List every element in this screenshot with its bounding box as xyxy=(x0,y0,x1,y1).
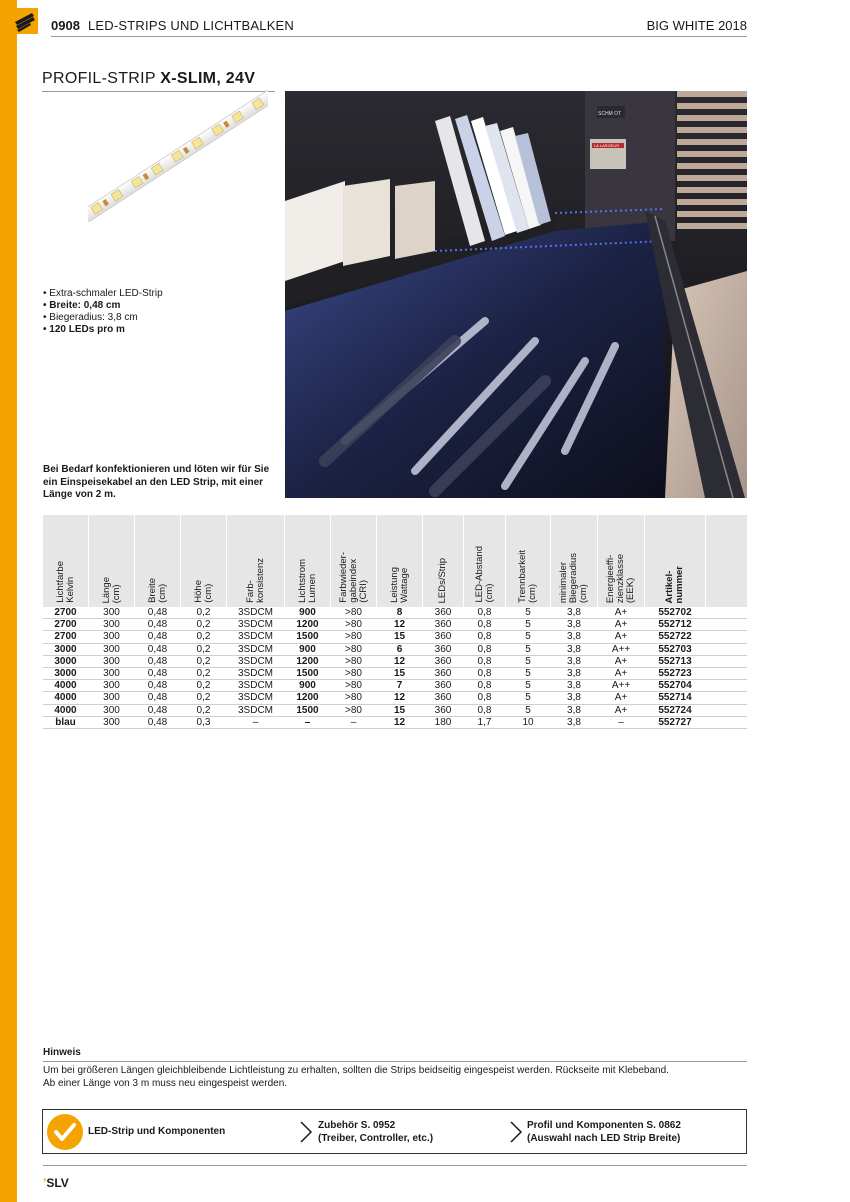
table-cell: 3SDCM xyxy=(237,667,273,679)
table-cell: 1200 xyxy=(296,655,319,667)
table-cell: 300 xyxy=(103,692,120,704)
footer-divider xyxy=(43,1165,747,1166)
header-label: Lichtstrom Lumen xyxy=(296,559,318,603)
table-cell: 0,2 xyxy=(196,680,211,692)
header-label: Farbwieder- gabeindex (CRI) xyxy=(337,552,369,603)
product-title-prefix: PROFIL-STRIP xyxy=(42,70,161,87)
table-cell: 0,48 xyxy=(147,692,168,704)
table-row xyxy=(43,680,747,692)
photo-sign-1: LA LARGEUR xyxy=(594,143,620,148)
column-header xyxy=(551,515,597,607)
header-label: Energieeffi- zienzklasse (EEK) xyxy=(605,553,636,603)
table-cell: 0,2 xyxy=(196,667,211,679)
table-cell: 15 xyxy=(393,704,406,716)
table-cell: 1500 xyxy=(296,704,319,716)
table-cell: 0,2 xyxy=(196,655,211,667)
table-cell: 7 xyxy=(396,680,403,692)
reference-link-profiles[interactable] xyxy=(527,1120,681,1145)
table-cell: 552713 xyxy=(658,655,692,667)
table-cell: 3000 xyxy=(54,655,77,667)
table-cell: 2700 xyxy=(54,631,77,643)
table-cell: 4000 xyxy=(54,692,77,704)
table-cell: 300 xyxy=(103,619,120,631)
column-header xyxy=(423,515,463,607)
table-body xyxy=(43,607,747,729)
slv-corner-icon xyxy=(12,8,38,34)
feature-item: • 120 LEDs pro m xyxy=(43,324,163,336)
table-cell: 900 xyxy=(299,643,316,655)
table-row xyxy=(43,607,747,619)
product-title-bold: X-SLIM, 24V xyxy=(160,70,256,87)
feature-item: • Extra-schmaler LED-Strip xyxy=(43,288,163,300)
table-cell: 0,8 xyxy=(477,619,492,631)
header-label: Lichtfarbe Kelvin xyxy=(54,561,76,603)
column-header xyxy=(89,515,134,607)
table-cell: 1200 xyxy=(296,692,319,704)
table-row xyxy=(43,631,747,643)
table-cell: 3SDCM xyxy=(237,680,273,692)
table-cell: 0,8 xyxy=(477,692,492,704)
table-cell: 2700 xyxy=(54,619,77,631)
table-cell: 3,8 xyxy=(567,716,581,728)
table-cell: 1500 xyxy=(296,667,319,679)
logo-mark-icon: ʼ xyxy=(43,1176,47,1190)
column-header xyxy=(43,515,88,607)
table-cell: >80 xyxy=(345,619,362,631)
column-header xyxy=(464,515,505,607)
table-cell: 12 xyxy=(393,716,406,728)
table-cell: 0,8 xyxy=(477,631,492,643)
reference-box xyxy=(42,1109,747,1154)
table-cell: A+ xyxy=(614,655,628,667)
table-cell: 0,2 xyxy=(196,607,211,618)
column-header xyxy=(598,515,644,607)
assembly-note: Bei Bedarf konfektionieren und löten wir für Sie ein Einspeisekabel an den LED Strip, mit einer Länge von 2 m. xyxy=(43,464,270,500)
table-cell: 3,8 xyxy=(567,667,581,679)
reference-link-accessories[interactable] xyxy=(318,1120,433,1145)
feature-item: • Breite: 0,48 cm xyxy=(43,300,163,312)
table-cell: A++ xyxy=(611,643,631,655)
table-cell: 1200 xyxy=(296,619,319,631)
header-label: Höhe (cm) xyxy=(192,580,214,603)
column-header xyxy=(331,515,376,607)
table-cell: 360 xyxy=(434,607,452,618)
table-cell: 3000 xyxy=(54,643,77,655)
table-cell: 0,48 xyxy=(147,631,168,643)
table-cell: 12 xyxy=(393,655,406,667)
hinweis-line: Um bei größeren Längen gleichbleibende Lichtleistung zu erhalten, sollten die Strips beidseitig eingespeist werden. Rückseite mit Klebeband. xyxy=(43,1065,669,1076)
table-cell: 552703 xyxy=(658,643,692,655)
table-cell: 552712 xyxy=(658,619,692,631)
table-cell: blau xyxy=(55,716,76,728)
table-cell: >80 xyxy=(345,643,362,655)
table-cell: 360 xyxy=(434,692,452,704)
header-label: Trennbarkeit (cm) xyxy=(517,550,538,603)
hinweis-title: Hinweis xyxy=(43,1047,81,1058)
table-cell: 3,8 xyxy=(567,631,581,643)
table-cell: 1500 xyxy=(296,631,319,643)
column-header xyxy=(506,515,550,607)
table-cell: >80 xyxy=(345,704,362,716)
table-cell: 12 xyxy=(393,692,406,704)
table-cell: 15 xyxy=(393,631,406,643)
table-cell: 360 xyxy=(434,631,452,643)
table-cell: >80 xyxy=(345,607,362,618)
table-cell: 0,2 xyxy=(196,692,211,704)
table-cell: 0,48 xyxy=(147,704,168,716)
table-cell: 3,8 xyxy=(567,619,581,631)
chevron-right-icon xyxy=(299,1120,313,1144)
reference-link-line: (Treiber, Controller, etc.) xyxy=(318,1132,434,1144)
table-cell: A+ xyxy=(614,619,628,631)
table-cell: 0,8 xyxy=(477,607,492,618)
table-cell: 300 xyxy=(103,655,120,667)
table-cell: 552727 xyxy=(658,716,692,728)
table-cell: 0,48 xyxy=(147,716,168,728)
table-cell: 0,48 xyxy=(147,619,168,631)
table-cell: 360 xyxy=(434,619,452,631)
table-cell: 3SDCM xyxy=(237,692,273,704)
table-cell: >80 xyxy=(345,631,362,643)
table-row xyxy=(43,619,747,631)
table-cell: 3SDCM xyxy=(237,619,273,631)
table-row xyxy=(43,692,747,704)
table-cell: 3SDCM xyxy=(237,655,273,667)
table-cell: 900 xyxy=(299,607,316,618)
table-cell: 0,48 xyxy=(147,667,168,679)
table-cell: 15 xyxy=(393,667,406,679)
table-cell: A++ xyxy=(611,680,631,692)
table-cell: 0,48 xyxy=(147,643,168,655)
table-cell: 5 xyxy=(525,607,531,618)
table-cell: >80 xyxy=(345,680,362,692)
table-cell: 0,8 xyxy=(477,680,492,692)
table-cell: 3,8 xyxy=(567,643,581,655)
photo-sign-2: SCHM OT xyxy=(598,111,622,117)
table-cell: – xyxy=(618,716,624,728)
table-cell: 300 xyxy=(103,704,120,716)
header-label: LEDs/Strip xyxy=(437,557,448,603)
table-cell: 3,8 xyxy=(567,680,581,692)
table-row xyxy=(43,717,747,729)
hinweis-line: Ab einer Länge von 3 m muss neu eingespeist werden. xyxy=(43,1077,288,1089)
table-cell: 360 xyxy=(434,680,452,692)
table-cell: 0,8 xyxy=(477,655,492,667)
table-cell: 5 xyxy=(525,619,531,631)
table-header xyxy=(43,515,747,607)
column-header xyxy=(285,515,330,607)
table-cell: 300 xyxy=(103,631,120,643)
reference-link-line: (Auswahl nach LED Strip Breite) xyxy=(527,1132,681,1144)
table-cell: 0,2 xyxy=(196,619,211,631)
table-cell: 1,7 xyxy=(477,716,492,728)
table-row xyxy=(43,705,747,717)
accent-side-bar xyxy=(0,0,17,1202)
table-cell: 0,2 xyxy=(196,704,211,716)
table-cell: A+ xyxy=(614,692,628,704)
table-cell: A+ xyxy=(614,667,628,679)
table-cell: 3SDCM xyxy=(237,607,273,618)
table-cell: 300 xyxy=(103,716,120,728)
table-cell: >80 xyxy=(345,667,362,679)
brand-name: SLV xyxy=(46,1176,69,1190)
reference-link-line: Profil und Komponenten S. 0862 xyxy=(527,1120,681,1131)
table-cell: 900 xyxy=(299,680,316,692)
table-cell: 0,8 xyxy=(477,704,492,716)
header-label: Länge (cm) xyxy=(100,576,122,603)
column-header-empty xyxy=(706,515,747,607)
table-cell: 3,8 xyxy=(567,704,581,716)
table-row xyxy=(43,668,747,680)
table-cell: 552724 xyxy=(658,704,692,716)
product-title xyxy=(42,70,255,88)
table-cell: – xyxy=(252,716,259,728)
table-cell: 5 xyxy=(525,667,531,679)
table-cell: 5 xyxy=(525,643,531,655)
table-cell: 0,48 xyxy=(147,607,168,618)
table-cell: 0,2 xyxy=(196,631,211,643)
page-header xyxy=(51,17,747,37)
table-cell: 360 xyxy=(434,643,452,655)
section-title: LED-STRIPS UND LICHTBALKEN xyxy=(88,18,295,33)
table-cell: 360 xyxy=(434,667,452,679)
table-cell: 0,48 xyxy=(147,655,168,667)
table-cell: 3,8 xyxy=(567,655,581,667)
header-label: Farb- konsistenz xyxy=(244,558,266,603)
feature-list xyxy=(43,288,163,336)
table-cell: 180 xyxy=(434,716,452,728)
table-cell: 552714 xyxy=(658,692,692,704)
table-cell: 552702 xyxy=(658,607,692,618)
table-cell: 300 xyxy=(103,667,120,679)
table-cell: >80 xyxy=(345,692,362,704)
table-cell: A+ xyxy=(614,607,628,618)
table-cell: A+ xyxy=(614,704,628,716)
table-cell: 0,8 xyxy=(477,643,492,655)
table-cell: 3000 xyxy=(54,667,77,679)
brand-logo xyxy=(43,1176,69,1190)
table-cell: 3SDCM xyxy=(237,643,273,655)
header-label: Breite (cm) xyxy=(146,578,168,603)
table-cell: 0,2 xyxy=(196,643,211,655)
header-label: LED-Abstand (cm) xyxy=(473,546,495,603)
page-number: 0908 xyxy=(51,18,80,33)
table-cell: – xyxy=(304,716,311,728)
table-cell: 0,48 xyxy=(147,680,168,692)
table-cell: 4000 xyxy=(54,704,77,716)
table-row xyxy=(43,656,747,668)
header-label: minimaler Biegeradius (cm) xyxy=(558,552,589,603)
column-header xyxy=(377,515,422,607)
table-cell: 300 xyxy=(103,643,120,655)
table-cell: – xyxy=(350,716,357,728)
column-header xyxy=(181,515,226,607)
showroom-photo xyxy=(285,91,747,498)
table-cell: A+ xyxy=(614,631,628,643)
reference-link-line: Zubehör S. 0952 xyxy=(318,1120,396,1131)
hinweis-divider xyxy=(43,1061,747,1062)
column-header xyxy=(227,515,284,607)
table-cell: 552704 xyxy=(658,680,692,692)
product-table xyxy=(43,515,747,729)
feature-item: • Biegeradius: 3,8 cm xyxy=(43,312,163,324)
reference-current: LED-Strip und Komponenten xyxy=(88,1126,226,1137)
table-cell: 552723 xyxy=(658,667,692,679)
table-cell: >80 xyxy=(345,655,362,667)
table-cell: 5 xyxy=(525,655,531,667)
table-cell: 5 xyxy=(525,692,531,704)
header-label: Leistung Wattage xyxy=(388,567,410,603)
column-header xyxy=(645,515,705,607)
table-cell: 3SDCM xyxy=(237,704,273,716)
table-cell: 3,8 xyxy=(567,607,581,618)
table-cell: 3SDCM xyxy=(237,631,273,643)
header-label: Artikel- nummer xyxy=(664,565,685,603)
table-cell: 360 xyxy=(434,704,452,716)
hinweis-text xyxy=(43,1065,747,1090)
table-cell: 552722 xyxy=(658,631,692,643)
table-cell: 4000 xyxy=(54,680,77,692)
table-cell: 6 xyxy=(396,643,403,655)
catalog-name: BIG WHITE 2018 xyxy=(646,18,747,33)
chevron-right-icon xyxy=(509,1120,523,1144)
table-cell: 0,3 xyxy=(196,716,211,728)
table-cell: 5 xyxy=(525,631,531,643)
table-cell: 300 xyxy=(103,607,120,618)
led-strip-image xyxy=(88,88,268,228)
table-cell: 2700 xyxy=(54,607,77,618)
table-cell: 300 xyxy=(103,680,120,692)
column-header xyxy=(135,515,180,607)
table-cell: 3,8 xyxy=(567,692,581,704)
table-cell: 0,8 xyxy=(477,667,492,679)
table-cell: 5 xyxy=(525,680,531,692)
table-cell: 8 xyxy=(396,607,403,618)
check-icon xyxy=(47,1114,83,1150)
table-cell: 360 xyxy=(434,655,452,667)
table-row xyxy=(43,644,747,656)
table-cell: 10 xyxy=(522,716,534,728)
table-cell: 5 xyxy=(525,704,531,716)
table-cell: 12 xyxy=(393,619,406,631)
